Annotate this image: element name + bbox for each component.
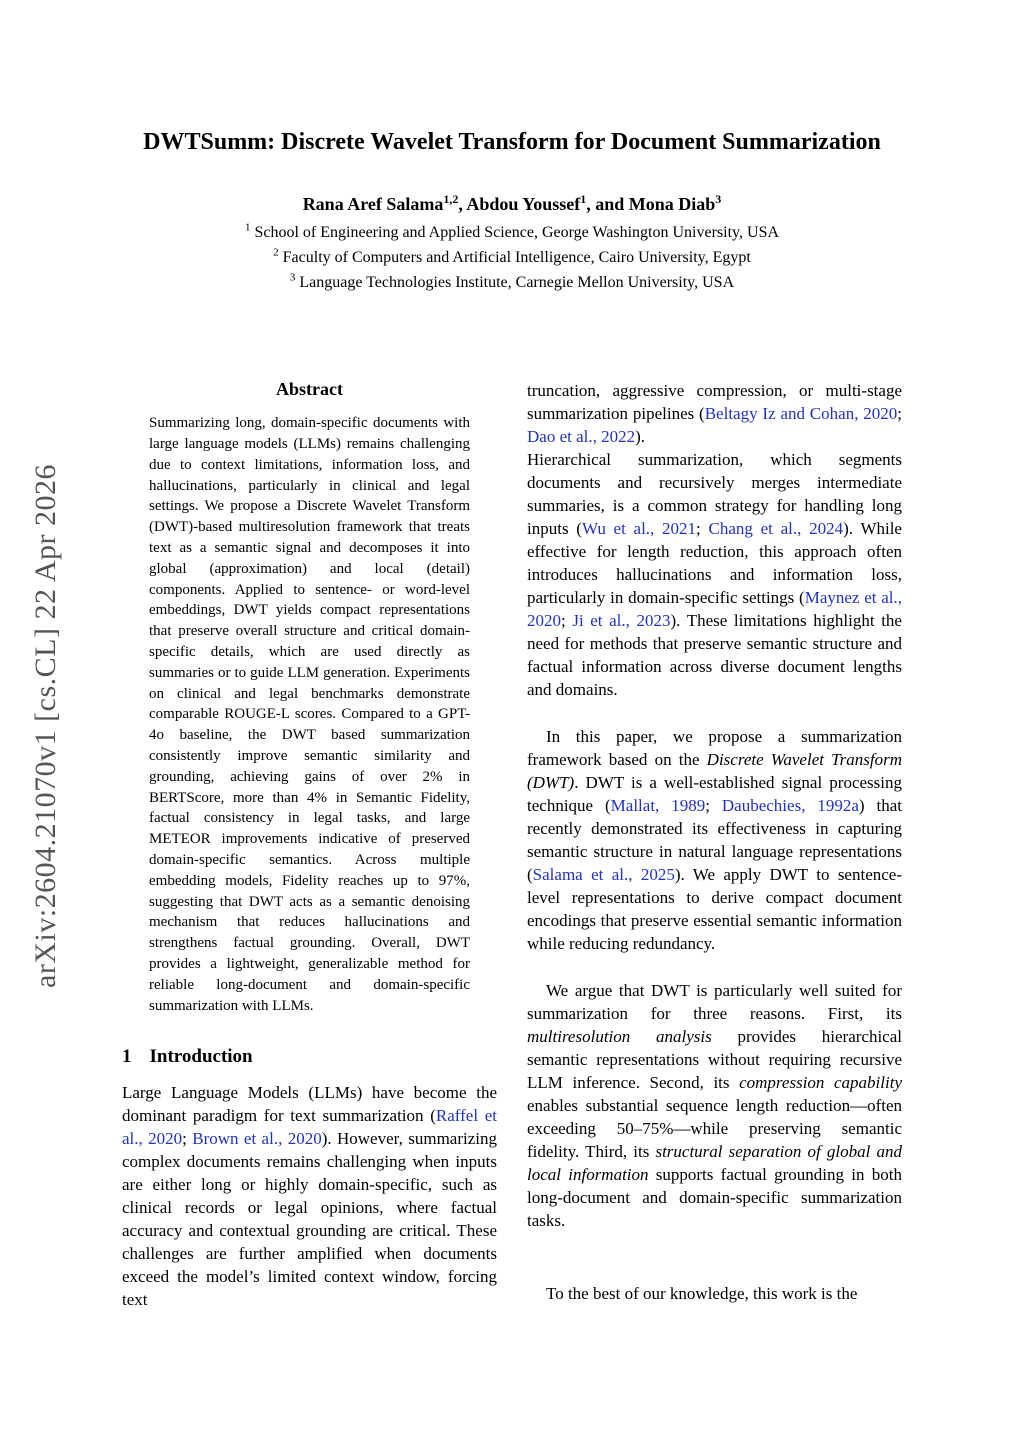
paragraph: [527, 448, 902, 701]
text-segment: ;: [696, 519, 709, 539]
citation-link[interactable]: Daubechies, 1992a: [721, 796, 859, 816]
affiliation-line: $^2$ Faculty of Computers and Artificial Intelligence, Cairo University, Egypt: [273, 246, 751, 267]
citation-link[interactable]: Brown et al., 2020: [192, 1129, 322, 1149]
citation-link[interactable]: Salama et al., 2025: [532, 865, 675, 885]
text-segment: ). We apply DWT to sentence-level representations to derive compact document encodings that preserve essential semantic information while reducing redundancy.: [527, 865, 902, 954]
citation-link[interactable]: Maynez et al., 2020: [527, 588, 902, 631]
text-segment: provides hierarchical semantic representations without requiring recursive LLM inference. Second, its: [527, 1027, 902, 1093]
section-number: 1: [122, 1046, 132, 1068]
citation-link[interactable]: Mallat, 1989: [610, 796, 706, 816]
paragraph: [527, 725, 902, 955]
text-segment: multiresolution analysis: [527, 1027, 712, 1047]
text-segment: ;: [561, 611, 573, 631]
affiliation-number: 1: [244, 221, 251, 234]
text-segment: ). These limitations highlight the need for methods that preserve semantic structure and factual information across diverse document lengths and domains.: [527, 611, 902, 700]
paper-title: DWTSumm: Discrete Wavelet Transform for Document Summarization: [143, 129, 881, 155]
text-segment: supports factual grounding in both long-document and domain-specific summarization tasks.: [527, 1165, 902, 1231]
citation-link[interactable]: Ji et al., 2023: [572, 611, 671, 631]
text-segment: ;: [182, 1129, 193, 1149]
two-column-body: [122, 379, 902, 1311]
text-segment: 1: [580, 191, 587, 206]
text-segment: Rana Aref Salama: [302, 193, 444, 214]
arxiv-watermark: arXiv:2604.21070v1 [cs.CL] 22 Apr 2026: [29, 464, 62, 988]
text-segment: ).: [635, 427, 646, 447]
authors-line: [0, 193, 1024, 216]
text-segment: enables substantial sequence length reduction—often exceeding 50–75%—while preserving semantic fidelity. Third, its: [527, 1096, 902, 1162]
affiliation-number: 2: [273, 246, 279, 259]
text-segment: ). However, summarizing complex documents remains challenging when inputs are either long or highly domain-specific, such as clinical records or legal opinions, where factual accuracy and contextual grounding are critical. These challenges are further amplified when documents exceed the model’s limited context window, forcing text: [122, 1129, 497, 1310]
text-segment: , and Mona Diab: [586, 193, 716, 214]
text-segment: ;: [705, 796, 722, 816]
right-column-paragraphs: [527, 379, 902, 1305]
paper-header: [0, 0, 1024, 295]
paragraph: [527, 979, 902, 1232]
text-segment: Large Language Models (LLMs) have become the dominant paradigm for text summarization (: [122, 1083, 497, 1126]
text-segment: structural separation of global and local information: [527, 1142, 902, 1185]
text-segment: In this paper, we propose a summarization framework based on the: [527, 727, 902, 770]
citation-link[interactable]: Raffel et al., 2020: [122, 1106, 498, 1149]
paragraph: [122, 1081, 497, 1311]
text-segment: Discrete Wavelet Transform (DWT): [527, 750, 902, 793]
right-column: [527, 379, 902, 1311]
text-segment: ;: [897, 404, 902, 424]
text-segment: , Abdou Youssef: [458, 193, 581, 214]
affiliation-number: 3: [289, 271, 296, 284]
text-segment: To the best of our knowledge, this work is the: [546, 1284, 858, 1304]
text-segment: 3: [715, 191, 722, 206]
text-segment: ) that recently demonstrated its effectiveness in capturing semantic structure in natural language representations (: [527, 796, 902, 885]
text-segment: 1,2: [443, 191, 459, 206]
left-column: [122, 379, 497, 1311]
affiliation-line: $^1$ School of Engineering and Applied Science, George Washington University, USA: [244, 221, 780, 242]
citation-link[interactable]: Beltagy Iz and Cohan, 2020: [704, 404, 898, 424]
section-heading-introduction: [122, 1046, 497, 1068]
text-segment: . DWT is a well-established signal processing technique (: [527, 773, 902, 816]
abstract-heading: Abstract: [276, 379, 343, 400]
intro-paragraphs: [122, 1081, 497, 1311]
text-segment: truncation, aggressive compression, or multi-stage summarization pipelines (: [527, 381, 902, 424]
citation-link[interactable]: Dao et al., 2022: [527, 427, 636, 447]
text-segment: compression capability: [739, 1073, 902, 1093]
affiliations: [0, 220, 1024, 295]
text-segment: We argue that DWT is particularly well suited for summarization for three reasons. First, its: [527, 981, 902, 1024]
abstract-body: Summarizing long, domain-specific documents with large language models (LLMs) remains challenging due to context limitations, information loss, and hallucinations, particularly in clinical and legal settings. We propose a Discrete Wavelet Transform (DWT)-based multiresolution framework that treats text as a semantic signal and decomposes it into global (approximation) and local (detail) components. Applied to sentence- or word-level embeddings, DWT yields compact representations that preserve overall structure and critical domain-specific details, which are used directly as summaries or to guide LLM generation. Experiments on clinical and legal benchmarks demonstrate comparable ROUGE-L scores. Compared to a GPT-4o baseline, the DWT based summarization consistently improve semantic similarity and grounding, achieving gains of over 2% in BERTScore, more than 4% in Semantic Fidelity, factual consistency in legal tasks, and large METEOR improvements indicative of preserved domain-specific semantics. Across multiple embedding models, Fidelity reaches up to 97%, suggesting that DWT acts as a semantic denoising mechanism that reduces hallucinations and strengthens factual grounding. Overall, DWT provides a lightweight, generalizable method for reliable long-document and domain-specific summarization with LLMs.: [149, 415, 470, 1014]
paragraph: [527, 1282, 902, 1305]
text-segment: ). While effective for length reduction, this approach often introduces hallucinations and information loss, particularly in domain-specific settings (: [527, 519, 902, 608]
affiliation-line: $^3$ Language Technologies Institute, Carnegie Mellon University, USA: [289, 271, 735, 292]
text-segment: Hierarchical summarization, which segments documents and recursively merges intermediate summaries, is a common strategy for handling long inputs (: [527, 450, 902, 539]
citation-link[interactable]: Wu et al., 2021: [581, 519, 697, 539]
section-title: Introduction: [149, 1046, 253, 1068]
paragraph: [527, 379, 902, 448]
citation-link[interactable]: Chang et al., 2024: [708, 519, 844, 539]
